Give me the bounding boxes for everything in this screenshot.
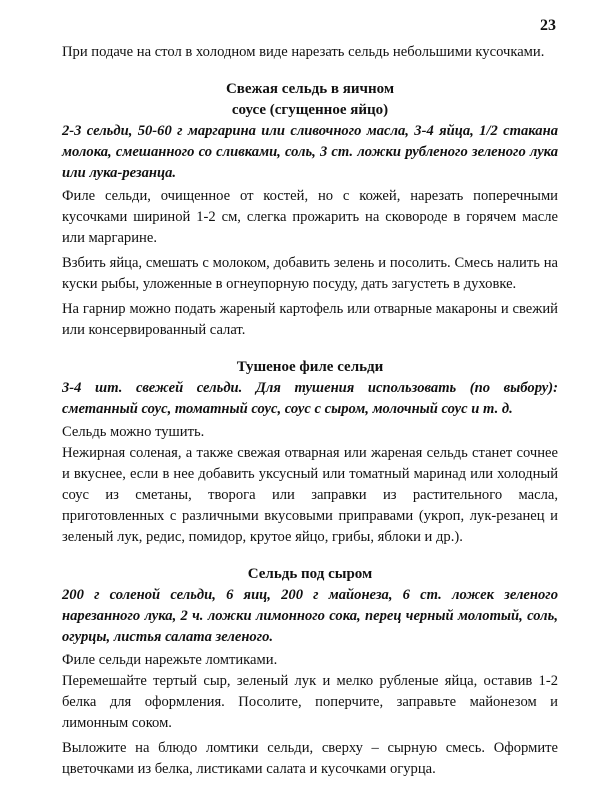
recipe-ingredients-1: 2-3 сельди, 50-60 г маргарина или сливочного масла, 3-4 яйца, 1/2 стакана молока, смешанного со сливками, соль, 3 ст. ложки рубленого зеленого лука или лука-резанца. (62, 123, 558, 181)
page-number: 23 (540, 17, 556, 34)
recipe-paragraph: На гарнир можно подать жареный картофель или отварные макароны и свежий или консервированный салат. (62, 301, 558, 338)
recipe-section-1 (62, 79, 558, 341)
recipe-title-1-line2: соусе (сгущенное яйцо) (231, 102, 389, 118)
recipe-paragraph: Нежирная соленая, а также свежая отварная или жареная сельдь станет сочнее и вкуснее, если в нее добавить уксусный или томатный маринад или холодный соус из сметаны, творога или заправки из растительного масла, приготовленных с различными вкусовыми приправами (укроп, лук-резанец и зеленый лук, редис, помидор, крутое яйцо, грибы, яблоки и др.). (62, 445, 558, 545)
recipe-paragraph: Взбить яйца, смешать с молоком, добавить зелень и посолить. Смесь налить на куски рыбы, уложенные в огнеупорную посуду, дать загустеть в духовке. (62, 255, 558, 292)
recipe-title-1-line1: Свежая сельдь в яичном (225, 81, 395, 97)
recipe-paragraph: Сельдь можно тушить. (62, 424, 205, 440)
recipe-ingredients-3: 200 г соленой сельди, 6 яиц, 200 г майонеза, 6 ст. ложек зеленого нарезанного лука, 2 ч. ложки лимонного сока, перец черный молотый, соль, огурцы, листья салата зеленого. (62, 587, 558, 645)
recipe-paragraph: Филе сельди нарежьте ломтиками. (62, 652, 278, 668)
recipe-section-2 (62, 357, 558, 548)
intro-paragraph: При подаче на стол в холодном виде нарезать сельдь небольшими кусочками. (62, 44, 545, 60)
recipe-paragraph: Филе сельди, очищенное от костей, но с кожей, нарезать поперечными кусочками шириной 1-2 см, слегка прожарить на сковороде в горячем масле или маргарине. (62, 188, 558, 246)
recipe-title-3: Сельдь под сыром (247, 566, 373, 582)
page-content (62, 42, 558, 780)
recipe-ingredients-2: 3-4 шт. свежей сельди. Для тушения использовать (по выбору): сметанный соус, томатный соус, соус с сыром, молочный соус и т. д. (62, 380, 558, 417)
recipe-paragraph: Перемешайте тертый сыр, зеленый лук и мелко рубленые яйца, оставив 1-2 белка для оформления. Посолите, поперчите, заправьте майонезом и лимонным соком. (62, 673, 558, 731)
recipe-section-3 (62, 564, 558, 780)
recipe-paragraph: Выложите на блюдо ломтики сельди, сверху – сырную смесь. Оформите цветочками из белка, листиками салата и кусочками огурца. (62, 740, 558, 777)
recipe-title-2: Тушеное филе сельди (236, 359, 384, 375)
